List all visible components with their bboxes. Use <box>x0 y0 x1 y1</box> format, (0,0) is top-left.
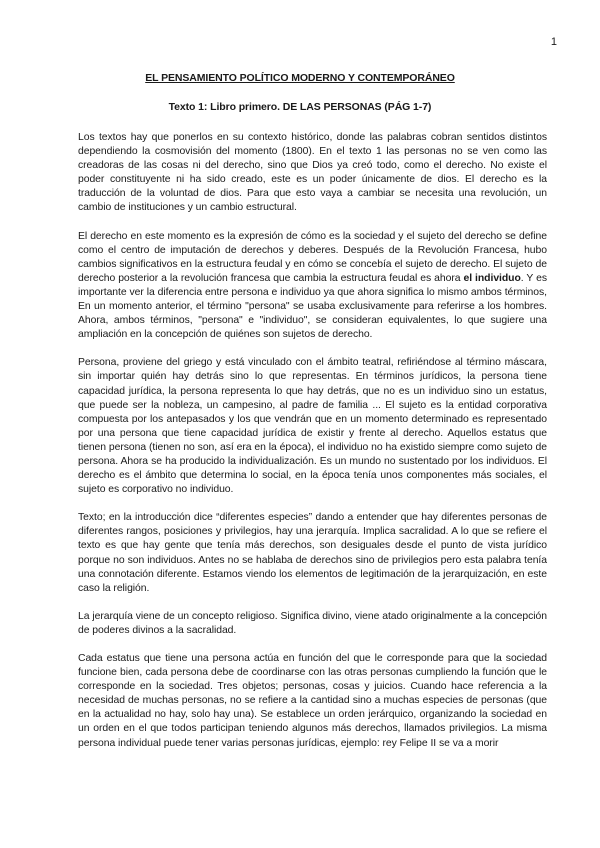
emphasis-individuo: el individuo <box>463 272 521 284</box>
document-body <box>78 131 547 751</box>
document-subtitle: Texto 1: Libro primero. DE LAS PERSONAS (PÁG 1-7) <box>168 101 432 113</box>
paragraph-text-after: . Y es importante ver la diferencia entre persona e individuo ya que ahora significa lo mismo ambos términos, En un momento anterior, el término "persona" se usaba exclusivamente para referirse a los hombres. Ahora, ambos términos, "persona" e "individuo", se consideran equivalentes, lo que sugiere una ampliación en la concepción de quiénes son sujetos de derecho. <box>78 272 547 341</box>
page-number: 1 <box>550 36 557 48</box>
document-title: EL PENSAMIENTO POLÍTICO MODERNO Y CONTEMPORÁNEO <box>145 72 455 84</box>
paragraph-context: Los textos hay que ponerlos en su contexto histórico, donde las palabras cobran sentidos distintos dependiendo la cosmovisión del momento (1800). En el texto 1 las personas no se ven como las creadoras de las cosas ni del derecho, sino que Dios ya creó todo, como el derecho. No existe el poder constituyente ni ha sido creado, este es un poder únicamente de dios. El derecho es la traducción de la voluntad de dios. Para que esto vaya a cambiar se necesita una revolución, un cambio de instituciones y un cambio estructural. <box>78 132 547 214</box>
paragraph-persona: Persona, proviene del griego y está vinculado con el ámbito teatral, refiriéndose al término máscara, sin importar quién hay detrás sino lo que representas. En términos jurídicos, la persona tiene capacidad jurídica, la persona representa lo que hay detrás, que no es un individuo sino un estatus, que puede ser la nobleza, un campesino, al padre de familia ... El sujeto es la entidad corporativa compuesta por los antepasados y los que vendrán que en un momento determinado es representado por una persona que tiene capacidad jurídica de existir y frente al derecho. Aquellos estatus que tienen persona (tienen no son, así era en la época), el individuo no ha existido siempre como sujeto de persona. Ahora se ha producido la individualización. Es un mundo no sustentado por los individuos. El derecho es el ámbito que determina lo social, en la época tenía unos componentes más sociales, el sujeto es corporativo no individuo. <box>78 357 547 496</box>
paragraph-texto: Texto; en la introducción dice “diferentes especies” dando a entender que hay diferentes personas de diferentes rangos, posiciones y privilegios, hay una jerarquía. Implica sacralidad. A lo que se refiere el texto es que hay gente que tenía más derechos, son desiguales desde el punto de vista jurídico porque no son individuos. Antes no se hablaba de derechos sino de privilegios pero esta palabra tenía una connotación diferente. Estamos viendo los elementos de legitimación de la jerarquización, en este caso la religión. <box>78 512 547 594</box>
paragraph-text-before: El derecho en este momento es la expresión de cómo es la sociedad y el sujeto del derecho se define como el centro de imputación de derechos y deberes. Después de la Revolución Francesa, hubo cambios significativos en la estructura feudal y en cómo se concebía el sujeto de derecho. El sujeto de derecho posterior a la revolución francesa que cambia la estructura feudal es ahora <box>78 230 547 284</box>
paragraph-jerarquia: La jerarquía viene de un concepto religioso. Significa divino, viene atado originalmente a la concepción de poderes divinos a la sacralidad. <box>78 610 547 636</box>
paragraph-estatus: Cada estatus que tiene una persona actúa en función del que le corresponde para que la sociedad funcione bien, cada persona debe de coordinarse con las otras personas cumpliendo la función que le corresponde en la sociedad. Tres objetos; personas, cosas y juicios. Cuando hace referencia a la necesidad de muchas personas, no se refiere a la cantidad sino a muchas especies de personas (que en la actualidad no hay, solo hay una). Se establece un orden jerárquico, organizando la sociedad en un orden en el que todos participan teniendo algunos más derechos, llamados privilegios. La misma persona individual puede tener varias personas jurídicas, ejemplo: rey Felipe II se va a morir <box>78 653 547 749</box>
paragraph-sujeto-derecho <box>78 230 547 343</box>
